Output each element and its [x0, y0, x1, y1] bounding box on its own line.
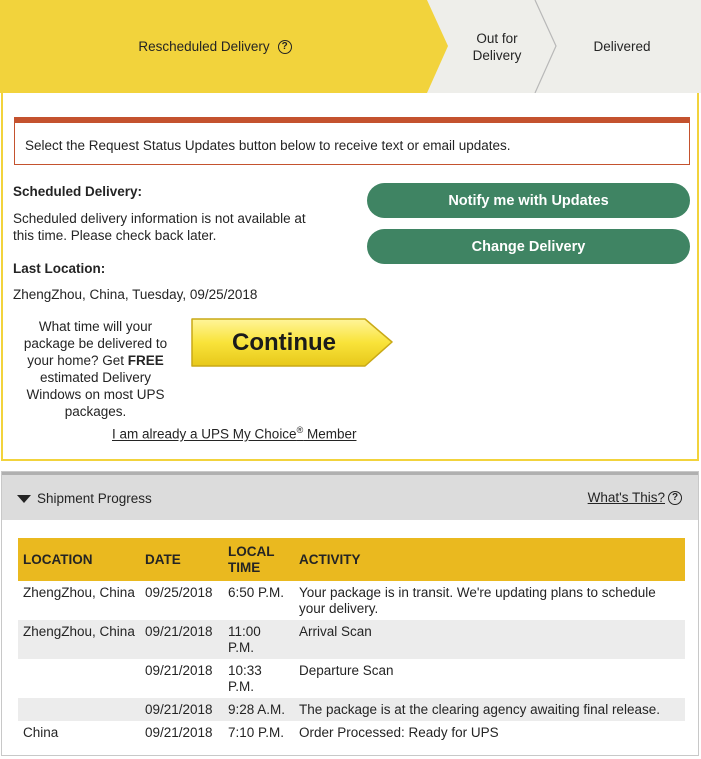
delivery-progress-tracker	[0, 0, 701, 93]
whats-this-text: What's This?	[587, 490, 665, 505]
step-out-label-line1: Out for	[476, 31, 518, 46]
info-icon[interactable]: ?	[278, 40, 292, 54]
delivery-details-panel	[1, 93, 699, 461]
row-time: 9:28 A.M.	[223, 698, 294, 721]
status-updates-alert	[14, 117, 690, 165]
whats-this-link[interactable]	[588, 490, 682, 505]
header-time: TIME	[228, 559, 261, 575]
row-time: 6:50 P.M.	[228, 585, 285, 600]
table-header-row	[18, 538, 685, 581]
row-time: 7:10 P.M.	[228, 725, 285, 740]
promo-line2: package be delivered to	[23, 336, 168, 351]
continue-label: Continue	[232, 329, 336, 356]
registered-mark: ®	[296, 425, 304, 435]
step-out-for-delivery	[448, 30, 546, 64]
last-location-label: Last Location:	[13, 261, 106, 276]
row-date: 09/21/2018	[140, 698, 223, 721]
row-time: 10:33 P.M.	[228, 663, 262, 694]
header-activity: ACTIVITY	[294, 538, 685, 581]
member-link-tail: Member	[303, 426, 357, 442]
row-date: 09/25/2018	[145, 585, 213, 600]
step-out-label-line2: Delivery	[472, 48, 522, 63]
help-icon: ?	[668, 491, 682, 505]
row-date: 09/21/2018	[140, 620, 223, 659]
row-time: 11:00 P.M.	[223, 620, 294, 659]
shipment-progress-header[interactable]	[2, 472, 698, 520]
row-location: China	[23, 725, 59, 740]
scheduled-delivery-text-line1: Scheduled delivery information is not available at	[13, 211, 306, 226]
shipment-activity-table	[18, 538, 685, 744]
my-choice-promo	[13, 318, 178, 420]
row-activity: Your package is in transit. We're updating plans to schedule your delivery.	[299, 585, 656, 616]
table-row	[18, 721, 685, 744]
promo-line5: Windows on most UPS	[26, 387, 165, 402]
promo-line6: packages.	[64, 404, 127, 419]
promo-line4: estimated Delivery	[39, 370, 152, 385]
table-row	[18, 659, 685, 698]
row-activity: Departure Scan	[299, 663, 394, 678]
change-delivery-button[interactable]: Change Delivery	[367, 229, 690, 264]
step-rescheduled-label: Rescheduled Delivery	[138, 39, 270, 54]
table-row	[18, 581, 685, 620]
header-date: DATE	[140, 538, 223, 581]
promo-line3-text: your home? Get	[27, 353, 128, 368]
row-activity: The package is at the clearing agency awaiting final release.	[294, 698, 685, 721]
scheduled-delivery-text-line2: this time. Please check back later.	[13, 228, 217, 243]
my-choice-member-link[interactable]	[112, 425, 356, 442]
table-row	[18, 620, 685, 659]
notify-updates-button[interactable]: Notify me with Updates	[367, 183, 690, 218]
continue-button[interactable]	[189, 318, 395, 368]
step-delivered: Delivered	[593, 39, 651, 54]
shipment-progress-toggle[interactable]	[17, 491, 152, 506]
row-location: ZhengZhou, China	[18, 620, 140, 659]
row-location: ZhengZhou, China	[23, 585, 135, 600]
header-local: LOCAL	[228, 543, 275, 559]
promo-free: FREE	[127, 353, 164, 368]
table-row	[18, 698, 685, 721]
last-location-value: ZhengZhou, China, Tuesday, 09/25/2018	[13, 287, 258, 302]
header-location: LOCATION	[18, 538, 140, 581]
member-link-text: I am already a UPS My Choice	[112, 426, 297, 442]
row-location	[18, 698, 140, 721]
header-local-time	[223, 538, 294, 581]
promo-line1: What time will your	[38, 319, 153, 334]
shipment-progress-section	[1, 471, 699, 756]
promo-line3	[13, 352, 178, 369]
row-activity: Order Processed: Ready for UPS	[299, 725, 499, 740]
scheduled-delivery-label: Scheduled Delivery:	[13, 184, 143, 199]
step-rescheduled-delivery	[0, 38, 430, 55]
row-date: 09/21/2018	[145, 663, 213, 678]
shipment-progress-title: Shipment Progress	[37, 491, 152, 506]
collapse-triangle-icon	[17, 495, 31, 503]
row-date: 09/21/2018	[145, 725, 213, 740]
alert-text: Select the Request Status Updates button below to receive text or email updates.	[25, 138, 511, 153]
row-location	[18, 659, 140, 698]
row-activity: Arrival Scan	[294, 620, 685, 659]
